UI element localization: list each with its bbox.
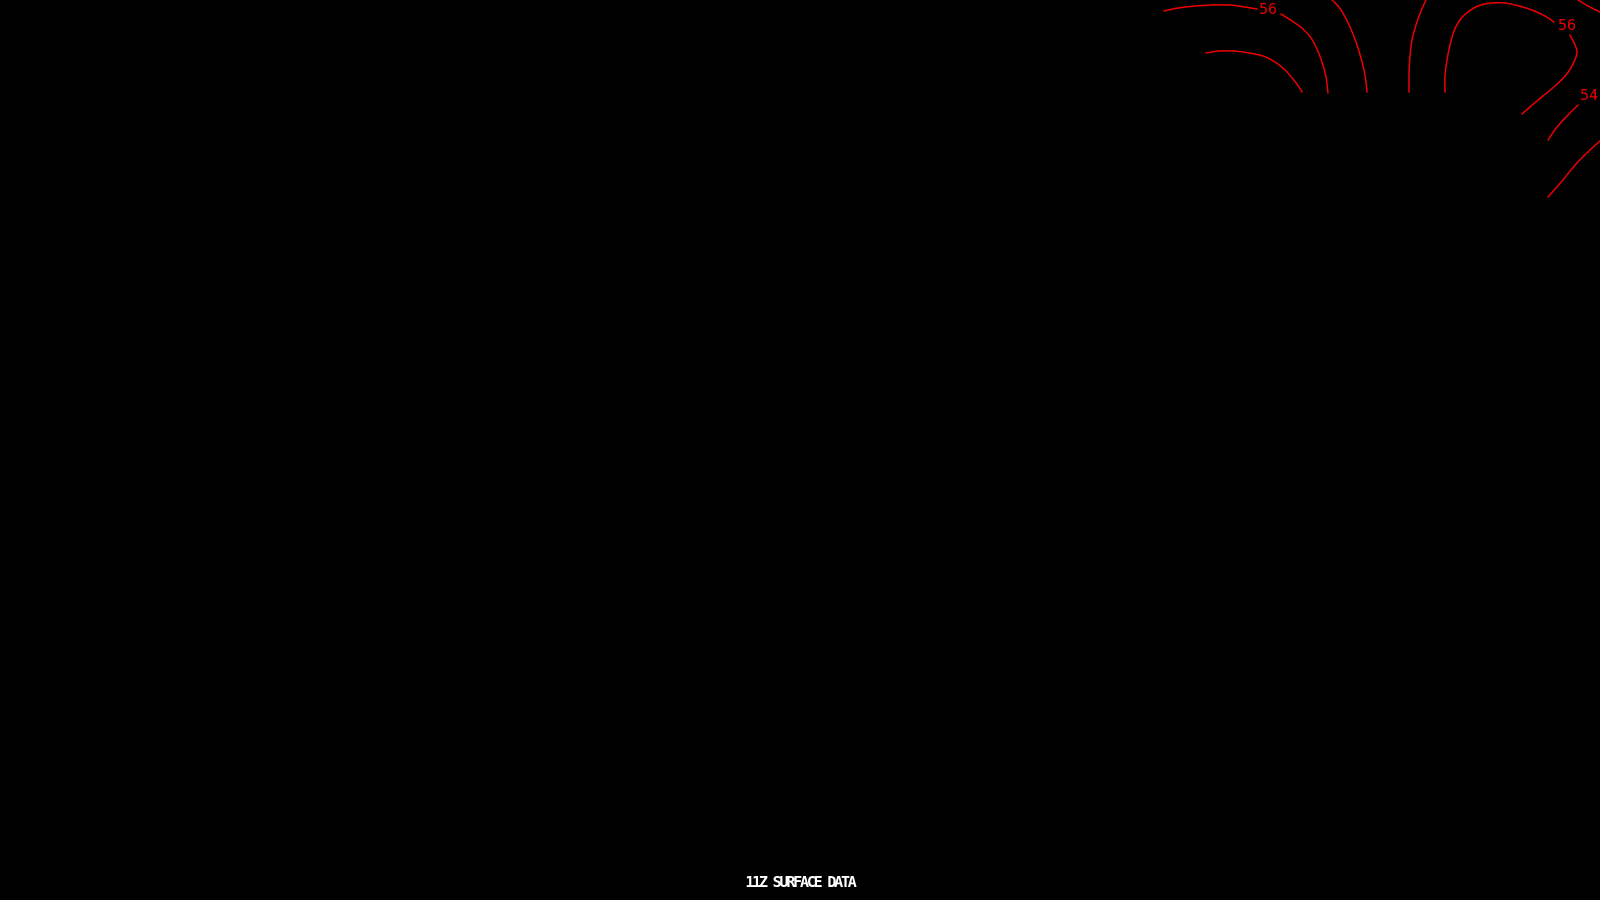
isopleth-56-east-right — [1522, 35, 1577, 114]
isopleth-56-west-left — [1164, 5, 1257, 11]
isopleth-56-east-left — [1445, 3, 1554, 92]
isopleth-center — [1332, 0, 1367, 92]
isopleth-54-lower — [1548, 141, 1600, 197]
isopleth-east-inner — [1409, 0, 1426, 92]
contour-label-54: 54 — [1580, 86, 1599, 104]
contour-label-56-west: 56 — [1259, 0, 1278, 18]
isopleth-inner-west — [1206, 51, 1302, 92]
isopleth-corner — [1578, 0, 1600, 12]
isopleth-56-west-right — [1281, 14, 1328, 93]
isopleth-54-upper — [1548, 105, 1578, 140]
contour-label-56-east: 56 — [1558, 16, 1577, 34]
product-caption: 11Z SURFACE DATA — [745, 873, 855, 891]
